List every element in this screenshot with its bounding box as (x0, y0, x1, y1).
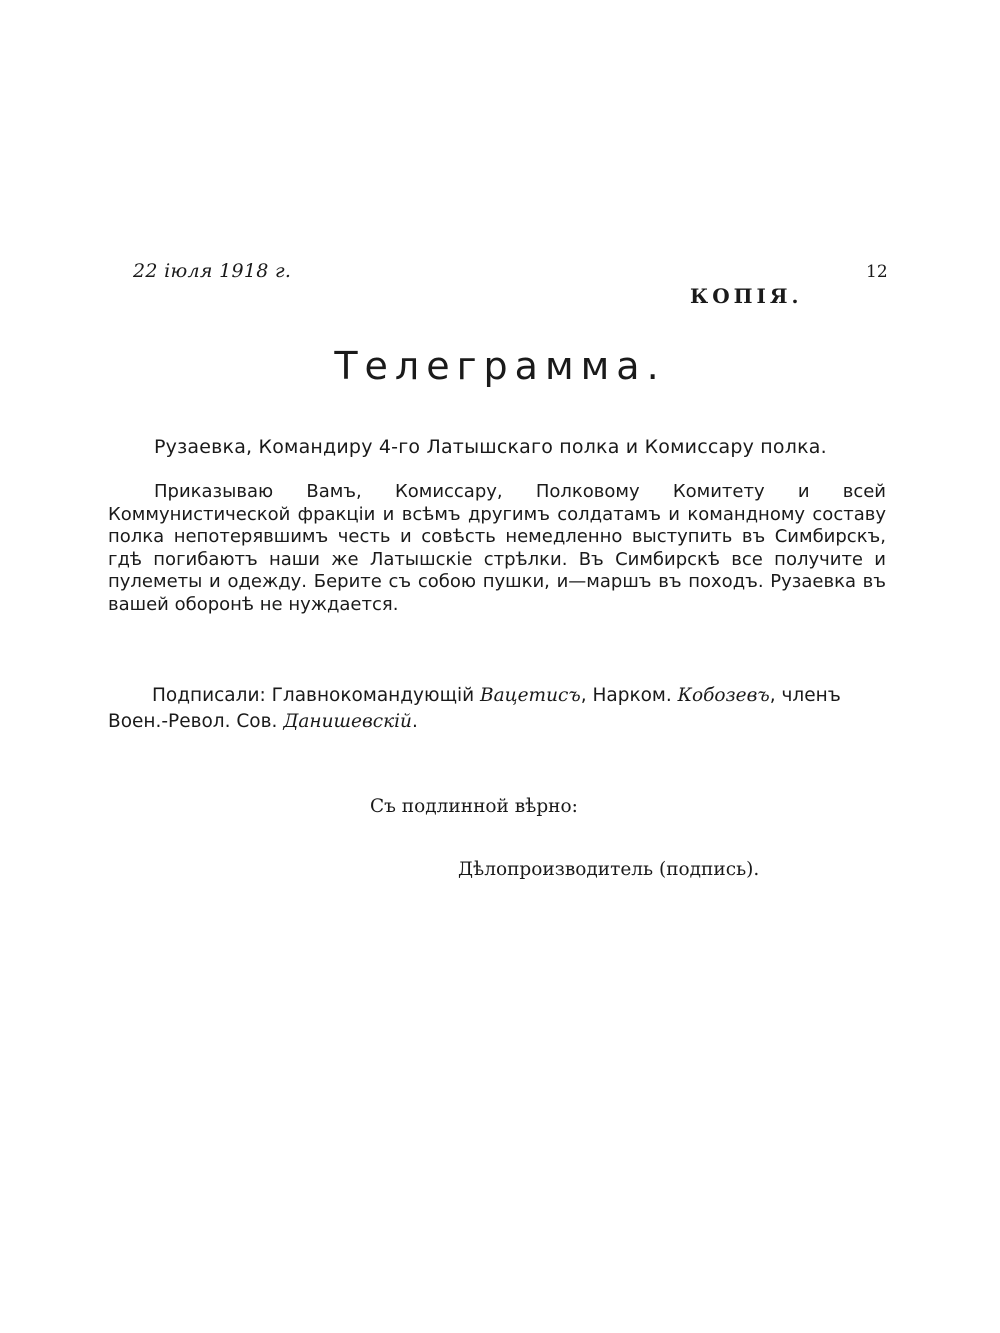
copy-label: КОПІЯ. (690, 284, 803, 308)
signature-vatsetis: Вацетисъ (480, 685, 581, 706)
signatures-end: . (411, 711, 418, 732)
signature-danishevsky: Данишевскій (283, 711, 412, 732)
signatures-separator-1: , Нарком. (580, 685, 672, 706)
telegram-body: Приказываю Вамъ, Комиссару, Полковому Комитету и всей Коммунистической фракціи и всѣмъ другимъ солдатамъ и командному составу полка непотерявшимъ честь и совѣсть немедленно выступить въ Симбирскъ, гдѣ погибаютъ наши же Латышскіе стрѣлки. Въ Симбирскѣ все получите и пулеметы и одежду. Берите съ собою пушки, и—маршъ въ походъ. Рузаевка въ вашей оборонѣ не нуждается. (108, 481, 886, 615)
signature-kobozev: Кобозевъ (677, 685, 770, 706)
page-number: 12 (866, 262, 888, 282)
document-title: Телеграмма. (334, 344, 666, 388)
clerk-signature: Дѣлопроизводитель (подпись). (458, 859, 760, 880)
signatures-lead: Подписали: Главнокомандующій (152, 685, 475, 706)
telegram-address: Рузаевка, Командиру 4-го Латышскаго полка и Комиссару полка. (154, 436, 827, 458)
certified-copy-note: Съ подлинной вѣрно: (370, 796, 578, 817)
signatures-separator-2: , членъ Воен.-Револ. Сов. (108, 685, 841, 732)
document-date: 22 іюля 1918 г. (133, 260, 292, 282)
signatures-block (108, 683, 898, 735)
